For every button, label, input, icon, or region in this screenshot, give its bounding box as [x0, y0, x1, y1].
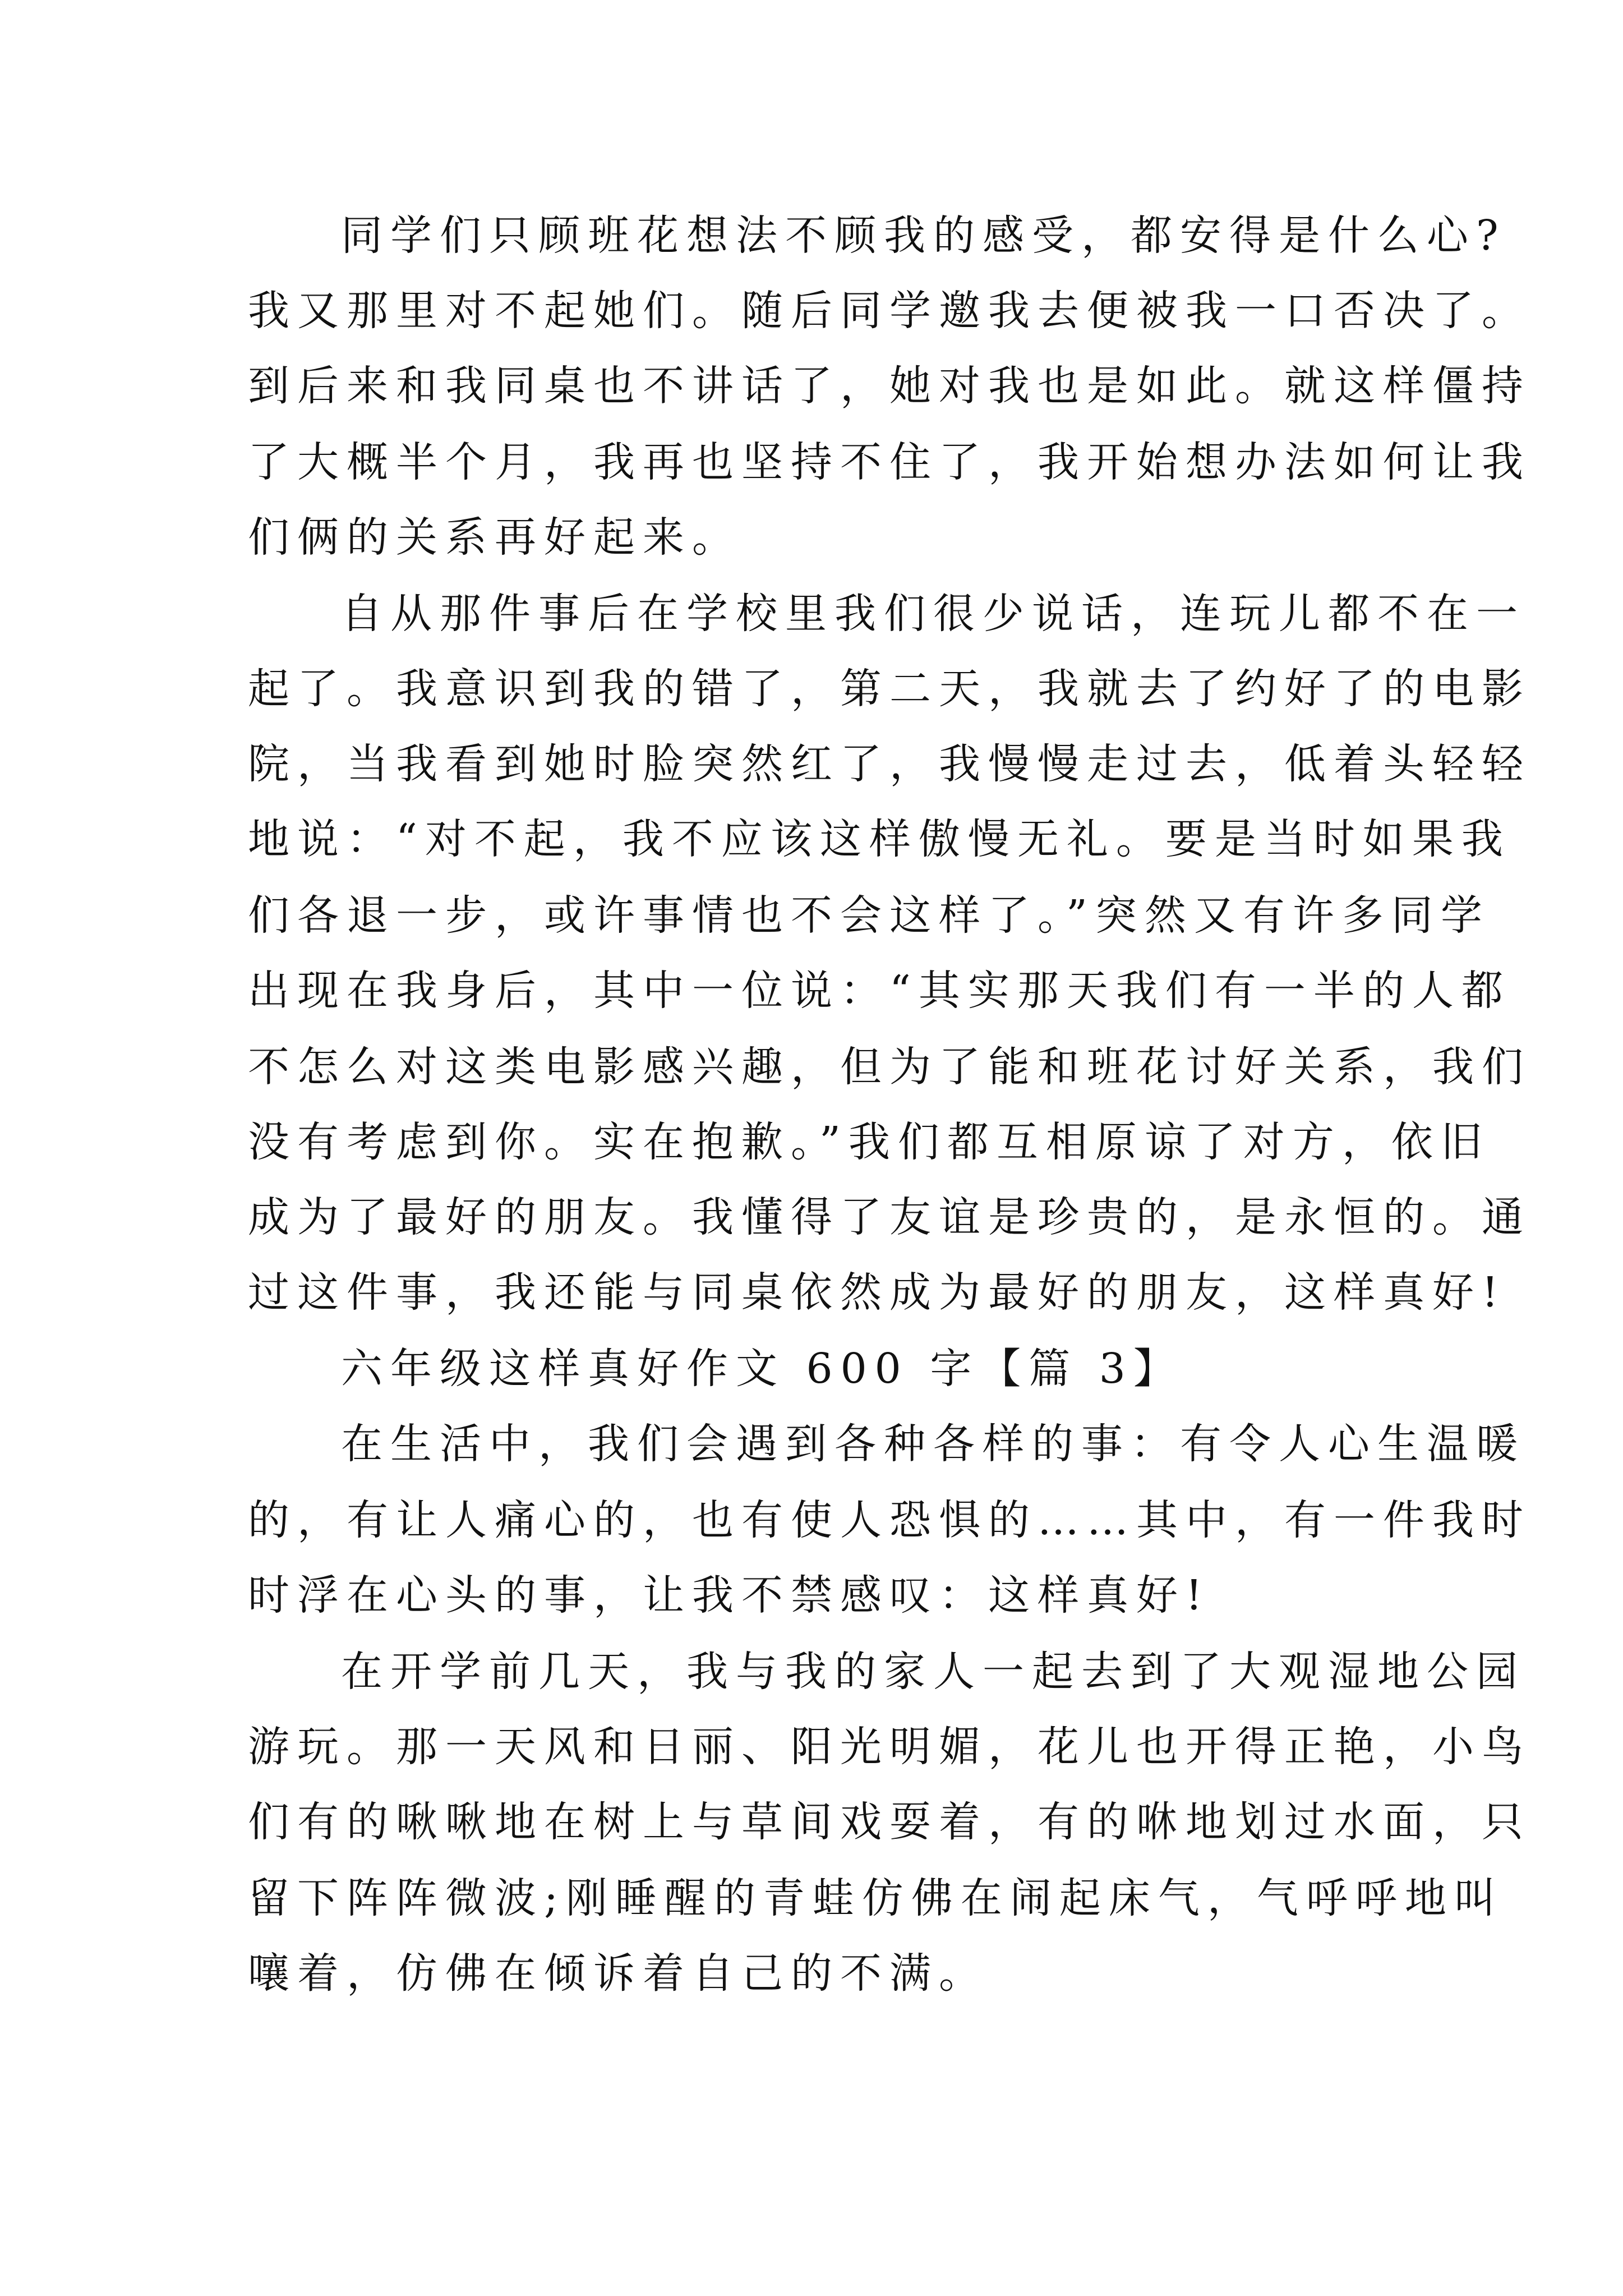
- text-line: 我又那里对不起她们。随后同学邀我去便被我一口否决了。: [248, 287, 1531, 335]
- text-line: 过这件事，我还能与同桌依然成为最好的朋友，这样真好!: [248, 1268, 1506, 1317]
- text-line: 起了。我意识到我的错了，第二天，我就去了约好了的电影: [248, 665, 1531, 713]
- text-line: 不怎么对这类电影感兴趣，但为了能和班花讨好关系，我们: [248, 1043, 1531, 1091]
- text-line: 没有考虑到你。实在抱歉。”我们都互相原谅了对方，依旧: [248, 1118, 1490, 1166]
- text-line: 地说：“对不起，我不应该这样傲慢无礼。要是当时如果我: [248, 815, 1511, 863]
- text-line: 留下阵阵微波;刚睡醒的青蛙仿佛在闹起床气，气呼呼地叫: [248, 1874, 1504, 1922]
- text-line: 出现在我身后，其中一位说：“其实那天我们有一半的人都: [248, 967, 1511, 1015]
- text-line: 在生活中，我们会遇到各种各样的事：有令人心生温暖: [341, 1420, 1525, 1468]
- text-line: 成为了最好的朋友。我懂得了友谊是珍贵的，是永恒的。通: [248, 1193, 1531, 1241]
- text-line: 们各退一步，或许事情也不会这样了。”突然又有许多同学: [248, 891, 1490, 940]
- section-heading: 六年级这样真好作文 600 字【篇 3】: [341, 1345, 1183, 1393]
- text-line: 时浮在心头的事，让我不禁感叹：这样真好!: [248, 1571, 1210, 1619]
- text-line: 嚷着，仿佛在倾诉着自己的不满。: [248, 1949, 988, 1998]
- text-line: 了大概半个月，我再也坚持不住了，我开始想办法如何让我: [248, 438, 1531, 486]
- text-line: 同学们只顾班花想法不顾我的感受，都安得是什么心?: [341, 211, 1506, 260]
- text-line: 院，当我看到她时脸突然红了，我慢慢走过去，低着头轻轻: [248, 740, 1531, 788]
- text-line: 到后来和我同桌也不讲话了，她对我也是如此。就这样僵持: [248, 362, 1531, 410]
- text-line: 的，有让人痛心的，也有使人恐惧的……其中，有一件我时: [248, 1496, 1531, 1544]
- text-line: 游玩。那一天风和日丽、阳光明媚，花儿也开得正艳，小鸟: [248, 1723, 1531, 1771]
- text-line: 自从那件事后在学校里我们很少说话，连玩儿都不在一: [341, 590, 1525, 638]
- text-line: 们有的啾啾地在树上与草间戏耍着，有的咻地划过水面，只: [248, 1798, 1531, 1846]
- text-line: 们俩的关系再好起来。: [248, 513, 741, 562]
- text-line: 在开学前几天，我与我的家人一起去到了大观湿地公园: [341, 1648, 1525, 1696]
